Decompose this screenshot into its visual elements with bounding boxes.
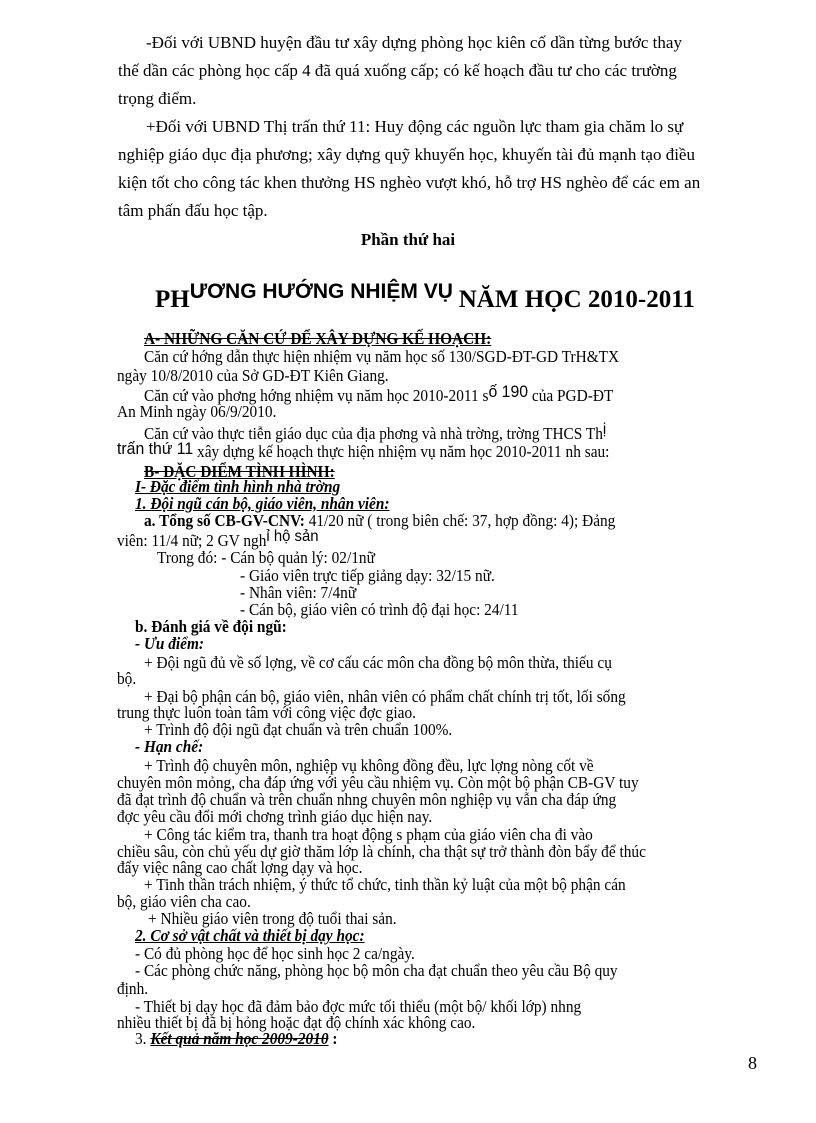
text-line: nhiều thiết bị đã bị hỏng hoặc đạt độ chính xác không cao. bbox=[117, 1013, 476, 1032]
text-line: + Đại bộ phận cán bộ, giáo viên, nhân viên có phẩm chất chính trị tốt, lối sống bbox=[144, 687, 626, 706]
section-b-heading: B- ĐẶC ĐIỂM TÌNH HÌNH: bbox=[144, 462, 335, 481]
text-span: 41/20 nữ ( trong biên chế: 37, hợp đồng: 4); Đảng bbox=[304, 511, 616, 530]
text-line: đã đạt trình độ chuẩn và trên chuẩn nhng chuyên môn nghiệp vụ vẫn cha đáp ứng bbox=[117, 790, 617, 809]
paragraph-line: thế dần các phòng học cấp 4 đã quá xuống cấp; có kế hoạch đầu tư cho các trường bbox=[118, 61, 677, 80]
text-line: - Cán bộ, giáo viên có trình độ đại học: 24/11 bbox=[240, 600, 519, 619]
subsection-heading bbox=[135, 1030, 337, 1049]
text-line: - Các phòng chức năng, phòng học bộ môn cha đạt chuẩn theo yêu cầu Bộ quy bbox=[135, 961, 618, 980]
text-line: - Nhân viên: 7/4nữ bbox=[240, 583, 357, 602]
text-span: Căn cứ vào phơng hớng nhiệm vụ năm học 2010-2011 s bbox=[144, 386, 489, 405]
subsection-heading: 1. Đội ngũ cán bộ, giáo viên, nhân viên: bbox=[135, 494, 390, 513]
subsection-heading: b. Đánh giá về đội ngũ: bbox=[135, 617, 287, 636]
text-span: viên: 11/4 nữ; 2 GV ngh bbox=[117, 531, 267, 550]
text-line: chuyên môn mỏng, cha đáp ứng với yêu cầu nhiệm vụ. Còn một bộ phận CB-GV tuy bbox=[117, 773, 639, 792]
text-line: + Trình độ chuyên môn, nghiệp vụ không đồng đều, lực lợng nòng cốt về bbox=[144, 756, 594, 775]
main-title-part: PH bbox=[155, 286, 190, 313]
main-title-part: NĂM HỌC 2010-2011 bbox=[458, 286, 695, 313]
paragraph-line: -Đối với UBND huyện đầu tư xây dựng phòng học kiên cố dần từng bước thay bbox=[146, 33, 682, 52]
text-span: của PGD-ĐT bbox=[528, 386, 614, 405]
section-a-heading: A- NHỮNG CĂN CỨ ĐỂ XÂY DỰNG KẾ HOẠCH: bbox=[144, 329, 492, 348]
main-title bbox=[155, 280, 695, 314]
text-span: 3. bbox=[135, 1029, 151, 1048]
text-line bbox=[144, 512, 615, 531]
text-line: + Trình độ đội ngũ đạt chuẩn và trên chuẩn 100%. bbox=[144, 720, 453, 739]
paragraph-line: tâm phấn đấu học tập. bbox=[118, 201, 268, 220]
text-line: trung thực luôn toàn tâm với công việc đợc giao. bbox=[117, 703, 416, 722]
subsection-heading: - Ưu điểm: bbox=[135, 634, 205, 653]
text-span: ị bbox=[602, 421, 607, 438]
page-number: 8 bbox=[748, 1053, 757, 1073]
main-title-part: ƯƠNG HƯỚNG NHIỆM VỤ bbox=[189, 280, 459, 303]
text-line: - Giáo viên trực tiếp giảng dạy: 32/15 nữ. bbox=[240, 566, 495, 585]
text-line: + Đội ngũ đủ về số lợng, về cơ cấu các môn cha đồng bộ môn thừa, thiếu cụ bbox=[144, 653, 612, 672]
text-line: + Nhiều giáo viên trong độ tuổi thai sản. bbox=[148, 909, 397, 928]
text-line: An Minh ngày 06/9/2010. bbox=[117, 402, 277, 421]
text-span: ố 190 bbox=[488, 382, 529, 401]
text-span: a. Tổng số CB-GV-CNV: bbox=[144, 511, 305, 530]
text-line: đợc yêu cầu đổi mới chơng trình giáo dục hiện nay. bbox=[117, 807, 433, 826]
text-span: Căn cứ vào thực tiễn giáo dục của địa phơng và nhà trờng, trờng THCS Th bbox=[144, 424, 603, 443]
text-line: bộ. bbox=[117, 669, 137, 688]
text-span: : bbox=[328, 1029, 338, 1048]
text-line bbox=[117, 439, 610, 462]
text-line: + Công tác kiểm tra, thanh tra hoạt động s phạm của giáo viên cha đi vào bbox=[144, 825, 593, 844]
text-line: đẩy việc nâng cao chất lợng dạy và học. bbox=[117, 858, 363, 877]
paragraph-line: trọng điểm. bbox=[118, 89, 197, 108]
subsection-heading: 2. Cơ sở vật chất và thiết bị dạy học: bbox=[135, 926, 365, 945]
text-span: xây dựng kế hoạch thực hiện nhiệm vụ năm học 2010-2011 nh sau: bbox=[193, 442, 610, 461]
text-line: - Có đủ phòng học để học sinh học 2 ca/ngày. bbox=[135, 944, 415, 963]
text-span: trấn thứ 11 bbox=[117, 439, 194, 458]
text-line: ngày 10/8/2010 của Sở GD-ĐT Kiên Giang. bbox=[117, 366, 389, 385]
text-line: bộ, giáo viên cha cao. bbox=[117, 892, 251, 911]
subsection-heading: I- Đặc điểm tình hình nhà trờng bbox=[135, 477, 341, 496]
text-line: chiều sâu, còn chủ yếu dự giờ thăm lớp là chính, cha thật sự trở thành đòn bẩy để thúc bbox=[117, 842, 646, 861]
paragraph-line: kiện tốt cho công tác khen thưởng HS nghèo vượt khó, hỗ trợ HS nghèo để các em an bbox=[118, 173, 701, 192]
text-line: Trong đó: - Cán bộ quản lý: 02/1nữ bbox=[157, 548, 375, 567]
paragraph-line: +Đối với UBND Thị trấn thứ 11: Huy động các nguồn lực tham gia chăm lo sự bbox=[146, 117, 684, 136]
text-line: - Thiết bị dạy học đã đảm bảo đợc mức tối thiểu (một bộ/ khối lớp) nhng bbox=[135, 997, 582, 1016]
text-line: Căn cứ hớng dẫn thực hiện nhiệm vụ năm học số 130/SGD-ĐT-GD TrH&TX bbox=[144, 347, 620, 366]
text-span: Kết quả năm học 2009-2010 bbox=[150, 1029, 329, 1048]
subsection-heading: - Hạn chế: bbox=[135, 737, 204, 756]
text-line: định. bbox=[117, 979, 149, 998]
part-title: Phần thứ hai bbox=[360, 230, 456, 249]
paragraph-line: nghiệp giáo dục địa phương; xây dựng quỹ khuyến học, khuyến tài đủ mạnh tạo điều bbox=[118, 145, 695, 164]
text-line: + Tinh thần trách nhiệm, ý thức tổ chức, tinh thần kỷ luật của một bộ phận cán bbox=[144, 875, 626, 894]
text-span: ỉ hộ sản bbox=[266, 528, 319, 545]
